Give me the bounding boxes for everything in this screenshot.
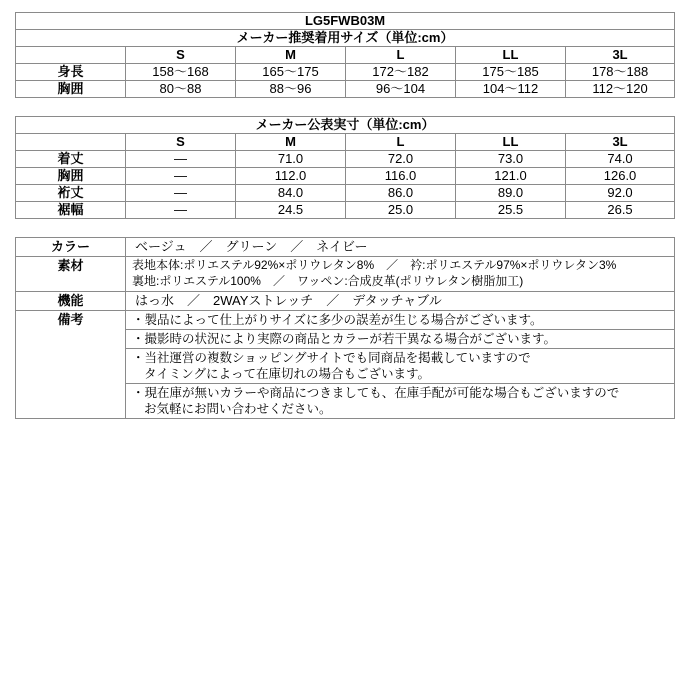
notes-label: 備考: [16, 311, 126, 419]
sleeve-length-ll: 89.0: [456, 185, 566, 202]
chest-m: 88～96: [236, 81, 346, 98]
chest-l: 96～104: [346, 81, 456, 98]
note-item-3: ・当社運営の複数ショッピングサイトでも同商品を掲載していますので タイミングによって在庫切れの場合もございます。: [126, 349, 675, 384]
sleeve-length-l: 86.0: [346, 185, 456, 202]
recommended-size-title: メーカー推奨着用サイズ（単位:cm）: [16, 30, 675, 47]
size-header-ll: LL: [456, 47, 566, 64]
chest-row: [16, 81, 675, 98]
body-length-l: 72.0: [346, 151, 456, 168]
product-code: LG5FWB03M: [16, 13, 675, 30]
note-item-1: ・製品によって仕上がりサイズに多少の誤差が生じる場合がございます。: [126, 311, 675, 330]
note-item-2: ・撮影時の状況により実際の商品とカラーが若干異なる場合がございます。: [126, 330, 675, 349]
size-header-s: S: [126, 134, 236, 151]
hem-width-s: ―: [126, 202, 236, 219]
chest-width-3l: 126.0: [566, 168, 675, 185]
recommended-size-table: [15, 12, 675, 98]
function-row: [16, 292, 675, 311]
chest-width-m: 112.0: [236, 168, 346, 185]
color-label: カラー: [16, 238, 126, 257]
table-title-row: [16, 117, 675, 134]
function-label: 機能: [16, 292, 126, 311]
chest-width-ll: 121.0: [456, 168, 566, 185]
sleeve-length-m: 84.0: [236, 185, 346, 202]
note-item-4: ・現在庫が無いカラーや商品につきましても、在庫手配が可能な場合もございますので お気軽にお問い合わせください。: [126, 384, 675, 419]
chest-ll: 104～112: [456, 81, 566, 98]
row-label-height: 身長: [16, 64, 126, 81]
row-label-sleeve-length: 裄丈: [16, 185, 126, 202]
size-header-l: L: [346, 47, 456, 64]
height-3l: 178～188: [566, 64, 675, 81]
sleeve-length-3l: 92.0: [566, 185, 675, 202]
row-label-body-length: 着丈: [16, 151, 126, 168]
height-m: 165～175: [236, 64, 346, 81]
height-s: 158～168: [126, 64, 236, 81]
actual-measurements-title: メーカー公表実寸（単位:cm）: [16, 117, 675, 134]
size-header-3l: 3L: [566, 134, 675, 151]
hem-width-ll: 25.5: [456, 202, 566, 219]
body-length-row: [16, 151, 675, 168]
product-details-table: [15, 237, 675, 419]
function-value: はっ水 ／ 2WAYストレッチ ／ デタッチャブル: [126, 292, 675, 311]
material-line-2: 裏地:ポリエステル100% ／ ワッペン:合成皮革(ポリウレタン樹脂加工): [132, 273, 524, 288]
size-header-row: [16, 134, 675, 151]
notes-row-1: [16, 311, 675, 330]
hem-width-row: [16, 202, 675, 219]
size-header-s: S: [126, 47, 236, 64]
size-header-row: [16, 47, 675, 64]
corner-cell: [16, 47, 126, 64]
color-row: [16, 238, 675, 257]
corner-cell: [16, 134, 126, 151]
material-line-1: 表地本体:ポリエステル92%×ポリウレタン8% ／ 衿:ポリエステル97%×ポリウレタン3%: [132, 258, 617, 272]
height-ll: 175～185: [456, 64, 566, 81]
chest-s: 80～88: [126, 81, 236, 98]
body-length-m: 71.0: [236, 151, 346, 168]
chest-width-row: [16, 168, 675, 185]
sleeve-length-row: [16, 185, 675, 202]
height-row: [16, 64, 675, 81]
actual-measurements-table: [15, 116, 675, 219]
size-header-ll: LL: [456, 134, 566, 151]
product-code-row: [16, 13, 675, 30]
body-length-3l: 74.0: [566, 151, 675, 168]
sleeve-length-s: ―: [126, 185, 236, 202]
material-row: [16, 257, 675, 292]
chest-width-l: 116.0: [346, 168, 456, 185]
hem-width-l: 25.0: [346, 202, 456, 219]
color-value: ベージュ ／ グリーン ／ ネイビー: [126, 238, 675, 257]
table-title-row: [16, 30, 675, 47]
size-header-3l: 3L: [566, 47, 675, 64]
material-value: [126, 257, 675, 292]
row-label-chest: 胸囲: [16, 81, 126, 98]
size-header-m: M: [236, 134, 346, 151]
material-label: 素材: [16, 257, 126, 292]
size-header-m: M: [236, 47, 346, 64]
hem-width-m: 24.5: [236, 202, 346, 219]
chest-3l: 112～120: [566, 81, 675, 98]
body-length-ll: 73.0: [456, 151, 566, 168]
row-label-hem-width: 裾幅: [16, 202, 126, 219]
size-header-l: L: [346, 134, 456, 151]
chest-width-s: ―: [126, 168, 236, 185]
body-length-s: ―: [126, 151, 236, 168]
hem-width-3l: 26.5: [566, 202, 675, 219]
height-l: 172～182: [346, 64, 456, 81]
row-label-chest-width: 胸囲: [16, 168, 126, 185]
